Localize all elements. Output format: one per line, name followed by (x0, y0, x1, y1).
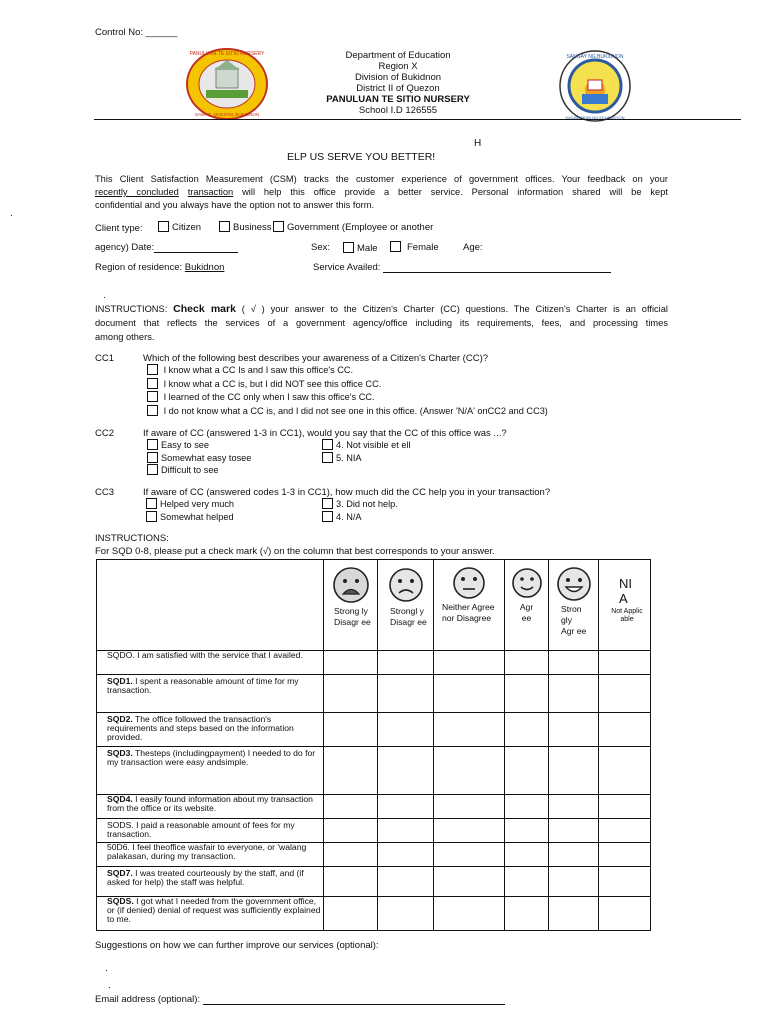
cc3-question: If aware of CC (answered codes 1-3 in CC1), how much did the CC help you in your transaction? (143, 487, 551, 498)
government-label: Government (Employee or another (287, 222, 434, 233)
rating-cell[interactable] (505, 675, 549, 713)
sqd-table (96, 559, 651, 931)
sqd-text: I got what I needed from the government office, or (if denied) denial of request was sufficiently explained to me. (107, 896, 321, 924)
rating-cell[interactable] (549, 843, 599, 867)
cc1-option-label: I learned of the CC only when I saw this office's CC. (163, 392, 375, 402)
cc2-checkbox[interactable] (147, 452, 158, 463)
cc3-checkbox[interactable] (146, 511, 157, 522)
rating-cell[interactable] (378, 747, 434, 795)
sqd-question (97, 897, 324, 931)
cc3-checkbox[interactable] (322, 498, 333, 509)
cc3-left-options (146, 498, 234, 524)
cc1-checkbox[interactable] (147, 378, 158, 389)
rating-cell[interactable] (434, 843, 505, 867)
rating-cell[interactable] (324, 843, 378, 867)
svg-text:SANGAY NG BUKIDNON: SANGAY NG BUKIDNON (566, 54, 624, 60)
rating-cell[interactable] (378, 897, 434, 931)
email-field[interactable] (203, 1004, 505, 1005)
cc2-question: If aware of CC (answered 1-3 in CC1), would you say that the CC of this office was ...? (143, 428, 507, 439)
cc2-option-label: 5. NIA (336, 452, 362, 463)
cc2-left-options (147, 439, 251, 477)
rating-cell[interactable] (434, 819, 505, 843)
control-number: Control No: ______ (95, 27, 178, 38)
sqd-text: Thesteps (includingpayment) I needed to do for my transaction were easy andsimple. (107, 748, 316, 767)
rating-cell[interactable] (505, 867, 549, 897)
sqd-code: SQD3. (107, 748, 133, 758)
rating-cell[interactable] (378, 795, 434, 819)
business-checkbox[interactable] (219, 221, 230, 232)
table-row (97, 897, 651, 931)
cc1-option-label: I know what a CC is, but I did NOT see this office CC. (163, 378, 382, 389)
rating-cell[interactable] (324, 675, 378, 713)
rating-cell[interactable] (324, 897, 378, 931)
stray-dot: . (103, 290, 106, 301)
business-label: Business (233, 222, 272, 233)
rating-cell[interactable] (434, 675, 505, 713)
rating-cell[interactable] (505, 795, 549, 819)
sqd-text: I was treated courteously by the staff, and (if asked for help) the staff was helpful. (107, 868, 304, 887)
cc1-question: Which of the following best describes your awareness of a Citizen's Charter (CC)? (143, 353, 489, 364)
cc2-option-label: Difficult to see (161, 465, 219, 475)
region-row (95, 262, 224, 273)
rating-cell[interactable] (599, 843, 651, 867)
rating-cell[interactable] (599, 795, 651, 819)
sqd-code: SQDS. (107, 896, 134, 906)
district-name: District II of Quezon (356, 83, 440, 94)
cc1-options (147, 364, 548, 418)
sqd-question (97, 713, 324, 747)
rating-cell[interactable] (324, 795, 378, 819)
col-label: Agr ee (519, 602, 534, 623)
rating-cell[interactable] (434, 651, 505, 675)
cc3-right-options (322, 498, 398, 524)
sqd-instructions-text: For SQD 0-8, please put a check mark (√) on the column that best corresponds to your answer. (95, 546, 495, 557)
very-sad-face-icon (332, 566, 370, 604)
rating-cell[interactable] (434, 747, 505, 795)
sqd-header-row (97, 560, 651, 651)
rating-cell[interactable] (324, 651, 378, 675)
intro-line-3: confidential and you always have the option not to answer this form. (95, 200, 375, 210)
col-label: Stron gly Agr ee (561, 604, 587, 636)
cc-instructions (95, 302, 668, 344)
email-row (95, 994, 505, 1005)
rating-cell[interactable] (599, 867, 651, 897)
rating-cell[interactable] (549, 675, 599, 713)
title-h: H (474, 138, 482, 149)
school-logo-icon (186, 48, 268, 120)
cc2-option[interactable] (147, 464, 251, 477)
division-name: Division of Bukidnon (354, 72, 442, 83)
school-id: School I.D 126555 (358, 105, 438, 116)
cc2-code: CC2 (95, 428, 115, 439)
cc2-option[interactable] (322, 439, 411, 452)
email-label: Email address (optional): (95, 994, 201, 1005)
svg-text:PANULUAN TE SITIO NURSERY: PANULUAN TE SITIO NURSERY (189, 51, 265, 57)
cc1-option[interactable] (147, 391, 548, 405)
intro-recent: recently concluded (95, 187, 179, 197)
sqd-text: I easily found information about my transaction from the office or its website. (107, 794, 313, 813)
sqd-col-strongly-disagree (324, 560, 378, 651)
stray-dot: . (108, 980, 111, 991)
region-name: Region X (378, 61, 418, 72)
sqd-question (97, 747, 324, 795)
sex-male-option[interactable] (343, 242, 378, 254)
cc2-option-label: 4. Not visible et ell (336, 440, 411, 450)
table-row (97, 843, 651, 867)
col-label: Strongl y Disagr ee (390, 606, 427, 627)
table-row (97, 795, 651, 819)
rating-cell[interactable] (599, 651, 651, 675)
rating-cell[interactable] (378, 819, 434, 843)
cc3-checkbox[interactable] (146, 498, 157, 509)
sqd-code: SQD1. (107, 676, 133, 686)
sqd-question (97, 651, 324, 675)
sex-female-option[interactable] (390, 241, 439, 253)
instructions-prefix: INSTRUCTIONS: (95, 304, 174, 314)
table-row (97, 651, 651, 675)
age-label: Age: (463, 242, 483, 253)
intro-line-1: This Client Satisfaction Measurement (CSM) tracks the customer experience of government offices. Your feedback on your (95, 174, 668, 184)
service-row (313, 262, 611, 273)
cc2-option[interactable] (147, 439, 251, 452)
table-row (97, 867, 651, 897)
sqd-col-disagree (378, 560, 434, 651)
sqd-text: 50D6. I feel theoffice wasfair to everyone, or 'walang palakasan, during my transaction. (107, 842, 307, 861)
cc2-option[interactable] (322, 452, 411, 465)
sqd-question (97, 819, 324, 843)
sex-label: Sex: (311, 242, 331, 253)
rating-cell[interactable] (549, 897, 599, 931)
instructions-line-2: document that reflects the services of a government agency/office including its requirements, fees, and processing times (95, 318, 668, 328)
big-smile-face-icon (556, 566, 592, 602)
sqd-text: SQDO. I am satisfied with the service that I availed. (107, 650, 303, 660)
cc3-option-label: Somewhat helped (160, 512, 234, 522)
cc3-option-label: 4. N/A (336, 512, 362, 522)
rating-cell[interactable] (505, 897, 549, 931)
division-seal-icon (558, 50, 632, 122)
cc3-option[interactable] (322, 511, 398, 524)
cc1-checkbox[interactable] (147, 364, 158, 375)
sqd-code: SQD2. (107, 714, 133, 724)
rating-cell[interactable] (378, 843, 434, 867)
citizen-checkbox[interactable] (158, 221, 169, 232)
female-label: Female (407, 242, 439, 253)
table-row (97, 675, 651, 713)
cc3-checkbox[interactable] (322, 511, 333, 522)
table-row (97, 819, 651, 843)
cc2-option[interactable] (147, 452, 251, 465)
rating-cell[interactable] (378, 675, 434, 713)
service-field[interactable] (383, 272, 611, 273)
col-label: Neither Agree nor Disagree (442, 602, 495, 623)
table-row (97, 713, 651, 747)
rating-cell[interactable] (324, 747, 378, 795)
cc1-checkbox[interactable] (147, 391, 158, 402)
cc2-option-label: Easy to see (161, 440, 210, 450)
region-label: Region of residence: (95, 262, 183, 273)
cc2-option-label: Somewhat easy tosee (161, 452, 252, 463)
sqd-question (97, 843, 324, 867)
instructions-line-1 (95, 302, 668, 316)
cc2-right-options (322, 439, 411, 464)
sqd-col-strongly-agree (549, 560, 599, 651)
cc1-option-label: I do not know what a CC is, and I did not see one in this office. (Answer 'N/A' onCC2 and CC3) (163, 405, 548, 416)
sqd-col-agree (505, 560, 549, 651)
cc3-option[interactable] (146, 511, 234, 524)
sqd-col-na (599, 560, 651, 651)
client-citizen-option[interactable] (158, 221, 201, 233)
region-value: Bukidnon (184, 262, 225, 273)
rating-cell[interactable] (599, 747, 651, 795)
rating-cell[interactable] (549, 795, 599, 819)
rating-cell[interactable] (434, 713, 505, 747)
col-label: Not Applic able (611, 608, 643, 623)
intro-line-2-rest: will help this office provide a better service. Personal information shared will be kept (242, 187, 668, 197)
table-row (97, 747, 651, 795)
cc2-checkbox[interactable] (147, 464, 158, 475)
sqd-text: I spent a reasonable amount of time for my transaction. (107, 676, 299, 695)
sqd-code: SQD4. (107, 794, 133, 804)
sqd-col-neither (434, 560, 505, 651)
rating-cell[interactable] (549, 713, 599, 747)
male-checkbox[interactable] (343, 242, 354, 253)
na-big-label: NI A (619, 576, 632, 606)
rating-cell[interactable] (378, 651, 434, 675)
smile-face-icon (511, 566, 543, 600)
suggestions-label: Suggestions on how we can further improve our services (optional): (95, 940, 379, 951)
rating-cell[interactable] (324, 867, 378, 897)
rating-cell[interactable] (549, 747, 599, 795)
cc1-option[interactable] (147, 364, 548, 378)
sqd-code: SQD7. (107, 868, 133, 878)
government-checkbox[interactable] (273, 221, 284, 232)
svg-text:SAWAD, QUEZON, BUKIDNON: SAWAD, QUEZON, BUKIDNON (194, 112, 260, 117)
cc3-option[interactable] (322, 498, 398, 511)
rating-cell[interactable] (324, 713, 378, 747)
intro-line-2 (95, 186, 668, 199)
rating-cell[interactable] (434, 897, 505, 931)
stray-dot: . (105, 963, 108, 974)
rating-cell[interactable] (505, 843, 549, 867)
header-divider (94, 119, 741, 120)
instructions-rest: ( √ ) your answer to the Citizen's Charter (CC) questions. The Citizen's Charter is an official (235, 304, 668, 314)
instructions-line-3: among others. (95, 332, 155, 342)
rating-cell[interactable] (324, 819, 378, 843)
cc1-option[interactable] (147, 378, 548, 392)
dept-name: Department of Education (345, 50, 451, 61)
client-type-label: Client type: (95, 223, 143, 234)
rating-cell[interactable] (505, 713, 549, 747)
cc2-checkbox[interactable] (322, 452, 333, 463)
client-business-option[interactable] (219, 221, 272, 233)
intro-transaction: transaction (187, 187, 234, 197)
sqd-question (97, 867, 324, 897)
sqd-question (97, 795, 324, 819)
rating-cell[interactable] (434, 795, 505, 819)
svg-text:KAGAWARAN NG EDUKASYON: KAGAWARAN NG EDUKASYON (565, 115, 625, 120)
rating-cell[interactable] (549, 651, 599, 675)
sqd-text: The office followed the transaction's requirements and steps based on the information provided. (107, 714, 294, 742)
rating-cell[interactable] (378, 867, 434, 897)
date-field[interactable] (154, 252, 238, 253)
sqd-instructions-title: INSTRUCTIONS: (95, 533, 169, 544)
cc3-option[interactable] (146, 498, 234, 511)
cc3-option-label: 3. Did not help. (336, 499, 398, 509)
citizen-label: Citizen (172, 222, 202, 233)
sqd-question (97, 675, 324, 713)
agency-date-label: agency) Date: (95, 242, 155, 253)
rating-cell[interactable] (599, 897, 651, 931)
rating-cell[interactable] (599, 819, 651, 843)
rating-cell[interactable] (505, 651, 549, 675)
school-name: PANULUAN TE SITIO NURSERY (326, 94, 470, 105)
cc1-checkbox[interactable] (147, 405, 158, 416)
cc1-code: CC1 (95, 353, 115, 364)
rating-cell[interactable] (378, 713, 434, 747)
form-title: ELP US SERVE YOU BETTER! (287, 151, 436, 163)
intro-paragraph (95, 173, 668, 212)
instructions-bold: Check mark (173, 303, 236, 315)
cc3-code: CC3 (95, 487, 115, 498)
stray-dot: . (10, 208, 13, 219)
cc2-checkbox[interactable] (322, 439, 333, 450)
female-checkbox[interactable] (390, 241, 401, 252)
male-label: Male (357, 243, 378, 254)
sqd-text: SODS. I paid a reasonable amount of fees for my transaction. (107, 820, 295, 839)
rating-cell[interactable] (549, 867, 599, 897)
agency-date-row (95, 242, 238, 253)
rating-cell[interactable] (505, 747, 549, 795)
client-government-option[interactable] (273, 221, 433, 233)
rating-cell[interactable] (599, 713, 651, 747)
rating-cell[interactable] (599, 675, 651, 713)
col-label: Strong ly Disagr ee (334, 606, 371, 627)
sqd-header-blank (97, 560, 324, 651)
service-label: Service Availed: (313, 262, 381, 273)
rating-cell[interactable] (549, 819, 599, 843)
rating-cell[interactable] (505, 819, 549, 843)
cc1-option-label: I know what a CC Is and I saw this office's CC. (163, 365, 354, 375)
cc1-option[interactable] (147, 405, 548, 419)
cc2-checkbox[interactable] (147, 439, 158, 450)
sad-face-icon (388, 566, 424, 604)
cc3-option-label: Helped very much (160, 499, 235, 509)
neutral-face-icon (450, 566, 488, 600)
rating-cell[interactable] (434, 867, 505, 897)
